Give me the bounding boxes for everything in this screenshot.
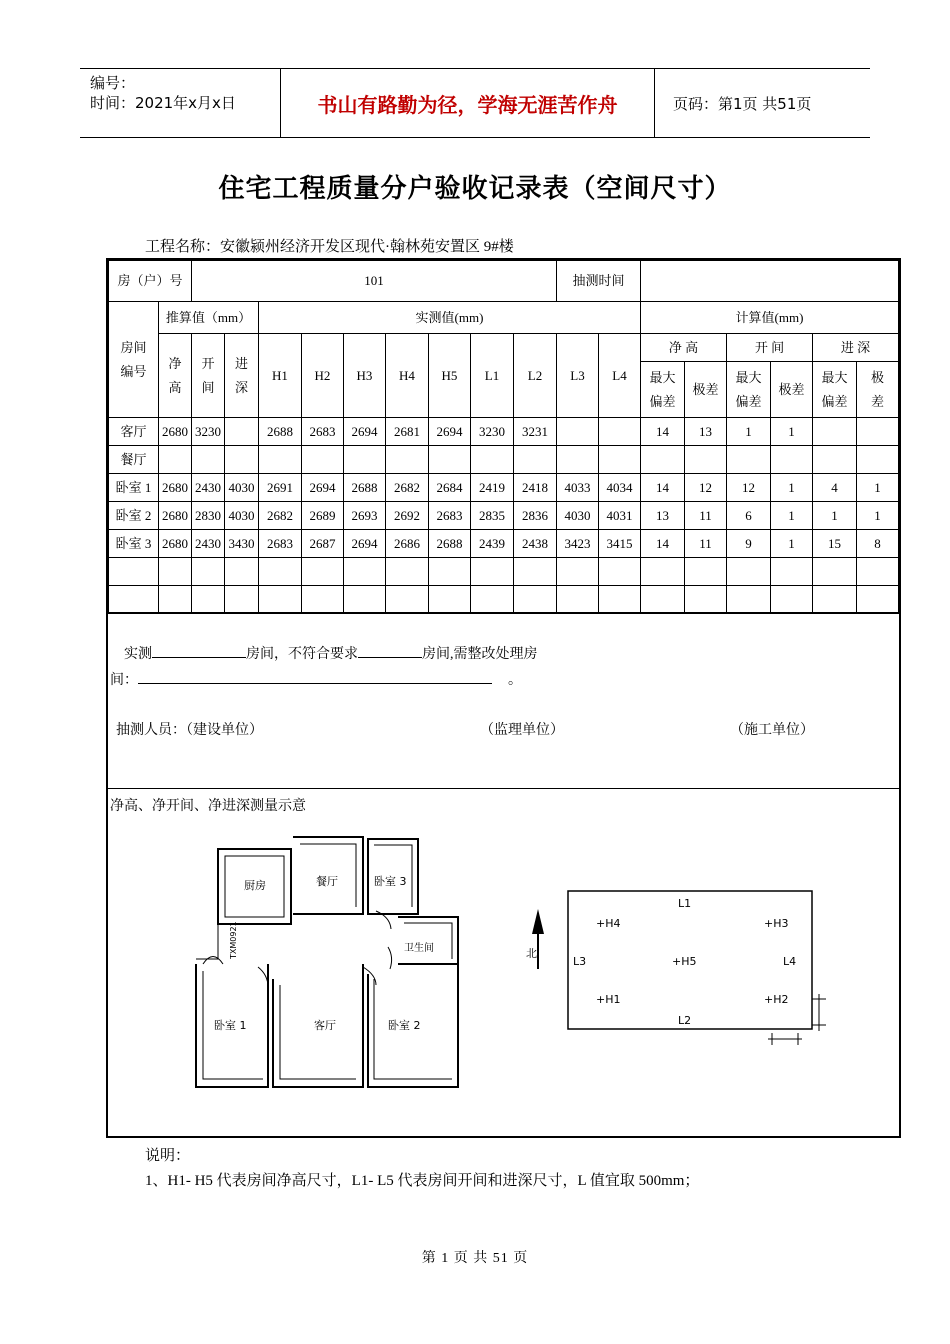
point-h1: +H1 [596,993,621,1006]
measurement-diagram [108,788,899,1136]
computed-sub-max-dev: 最大 偏差 [727,362,771,418]
measurement-table [108,260,899,614]
computed-cell[interactable] [685,446,727,474]
measured-cell[interactable] [599,586,641,614]
computed-cell[interactable]: 1 [771,418,813,446]
computed-cell[interactable] [813,558,857,586]
computed-cell[interactable]: 11 [685,502,727,530]
bed1-label: 卧室 1 [214,1019,247,1032]
fill-blank[interactable] [358,643,422,658]
living-label: 客厅 [314,1019,336,1032]
bath-label: 卫生间 [404,943,434,954]
measured-cell[interactable] [302,446,344,474]
calc-cell[interactable]: 2680 [159,502,192,530]
table-row [109,586,899,614]
room-no-label: 房（户）号 [109,261,192,302]
measured-cell[interactable]: 2835 [471,502,514,530]
computed-cell[interactable] [857,586,899,614]
diagram-svg [108,789,899,1137]
fill-blank[interactable] [138,669,492,684]
summary-block [108,612,899,788]
summary-line-1 [124,643,538,663]
summary-text: 间： [110,673,138,688]
computed-cell[interactable]: 15 [813,530,857,558]
floor-plan-labels [214,874,434,1032]
measured-cell[interactable] [599,558,641,586]
calc-cell[interactable] [225,586,259,614]
measured-header: 实测值(mm) [259,302,641,334]
row-room-name[interactable]: 卧室 3 [109,530,159,558]
calc-cell[interactable] [192,446,225,474]
calc-cell[interactable] [159,446,192,474]
measured-cell[interactable]: 4031 [599,502,641,530]
measured-cell[interactable] [344,586,386,614]
computed-cell[interactable] [857,558,899,586]
page-info-text: 页码：第1页 共51页 [673,94,812,113]
measured-cell[interactable]: 3231 [514,418,557,446]
computed-cell[interactable] [727,558,771,586]
computed-sub-range: 极差 [685,362,727,418]
notes-title: 说明： [145,1148,191,1164]
measured-cell[interactable] [557,418,599,446]
measured-cell[interactable] [302,586,344,614]
measured-col-h5: H5 [429,334,471,418]
measured-col-h3: H3 [344,334,386,418]
north-label: 北 [526,947,537,960]
measured-cell[interactable]: 3415 [599,530,641,558]
calc-cell[interactable]: 2680 [159,474,192,502]
measured-cell[interactable]: 2688 [344,474,386,502]
measured-cell[interactable] [471,586,514,614]
measured-cell[interactable] [259,558,302,586]
measured-cell[interactable]: 4030 [557,502,599,530]
measurement-rect [568,891,826,1045]
side-label: TXM0921 [229,921,238,959]
computed-cell[interactable] [771,558,813,586]
measured-col-l1: L1 [471,334,514,418]
measured-cell[interactable]: 3230 [471,418,514,446]
measured-cell[interactable] [471,558,514,586]
document-header [80,68,870,138]
point-l3: L3 [573,955,587,968]
computed-header: 计算值(mm) [641,302,899,334]
calc-col-depth: 进 深 [225,334,259,418]
room-id-label: 房间 编号 [120,339,147,379]
computed-cell[interactable]: 14 [641,418,685,446]
door-arc [203,957,223,965]
calc-cell[interactable] [159,586,192,614]
measured-cell[interactable]: 2687 [302,530,344,558]
computed-group-width: 开 间 [727,334,813,362]
measured-cell[interactable] [429,558,471,586]
computed-sub-max-dev: 最大 偏差 [813,362,857,418]
measured-col-h1: H1 [259,334,302,418]
north-arrow [526,909,544,969]
measured-cell[interactable] [386,586,429,614]
point-l1: L1 [678,897,692,910]
measured-cell[interactable]: 2418 [514,474,557,502]
table-row [109,446,899,474]
computed-cell[interactable] [857,446,899,474]
computed-sub-range: 极差 [771,362,813,418]
project-name: 工程名称：安徽颍州经济开发区现代·翰林苑安置区 9#楼 [145,239,514,255]
measured-cell[interactable]: 2439 [471,530,514,558]
measured-cell[interactable] [429,586,471,614]
row-room-name[interactable] [109,586,159,614]
measured-cell[interactable]: 2691 [259,474,302,502]
kitchen-label: 厨房 [244,879,266,892]
measured-cell[interactable]: 2692 [386,502,429,530]
summary-text: 房间,需整改处理房 [422,647,538,662]
calc-cell[interactable] [192,586,225,614]
computed-cell[interactable] [771,586,813,614]
sample-time-label: 抽测时间 [557,261,641,302]
measured-cell[interactable]: 2682 [386,474,429,502]
point-l2: L2 [678,1014,692,1027]
measured-cell[interactable]: 2688 [259,418,302,446]
measured-cell[interactable] [557,558,599,586]
computed-cell[interactable]: 1 [771,530,813,558]
measured-cell[interactable]: 2686 [386,530,429,558]
measured-cell[interactable] [599,418,641,446]
row-room-name[interactable]: 卧室 2 [109,502,159,530]
computed-cell[interactable]: 1 [771,474,813,502]
computed-group-height: 净 高 [641,334,727,362]
measured-cell[interactable] [386,558,429,586]
fill-blank[interactable] [152,643,246,658]
measured-cell[interactable] [557,446,599,474]
computed-cell[interactable]: 12 [727,474,771,502]
measured-col-h4: H4 [386,334,429,418]
computed-cell[interactable]: 4 [813,474,857,502]
room-no-value: 101 [192,261,557,302]
page-info [663,69,870,137]
computed-cell[interactable]: 11 [685,530,727,558]
measured-cell[interactable]: 2681 [386,418,429,446]
computed-cell[interactable] [727,446,771,474]
measured-cell[interactable]: 2683 [302,418,344,446]
dimension-mark [812,994,826,1031]
computed-cell[interactable]: 1 [771,502,813,530]
measured-cell[interactable] [259,586,302,614]
computed-cell[interactable] [641,586,685,614]
calc-cell[interactable] [192,558,225,586]
calc-cell[interactable]: 2430 [192,530,225,558]
calc-cell[interactable]: 3430 [225,530,259,558]
calc-cell[interactable]: 4030 [225,502,259,530]
measured-cell[interactable] [429,446,471,474]
computed-cell[interactable]: 13 [641,502,685,530]
measured-cell[interactable]: 2836 [514,502,557,530]
calc-cell[interactable] [225,418,259,446]
computed-cell[interactable]: 1 [857,502,899,530]
measured-cell[interactable] [386,446,429,474]
computed-sub-max-dev: 最大 偏差 [641,362,685,418]
measured-cell[interactable]: 2694 [344,530,386,558]
motto: 书山有路勤为径，学海无涯苦作舟 [280,69,655,137]
computed-cell[interactable]: 13 [685,418,727,446]
summary-text: 实测 [124,647,152,662]
calc-cell[interactable] [225,558,259,586]
bed2-label: 卧室 2 [388,1019,421,1032]
measured-cell[interactable]: 2438 [514,530,557,558]
builder-label: （施工单位） [730,723,814,738]
door-arc [258,967,268,987]
summary-text: 房间，不符合要求 [246,647,358,662]
computed-cell[interactable]: 1 [857,474,899,502]
computed-cell[interactable]: 14 [641,530,685,558]
measured-cell[interactable]: 2419 [471,474,514,502]
computed-cell[interactable]: 12 [685,474,727,502]
summary-text: 。 [508,673,522,688]
number-label: 编号： [90,74,136,92]
computed-cell[interactable] [813,586,857,614]
computed-sub-range: 极 差 [857,362,899,418]
computed-cell[interactable] [685,558,727,586]
computed-cell[interactable] [813,418,857,446]
measured-col-l4: L4 [599,334,641,418]
summary-line-2 [110,669,522,689]
computed-cell[interactable]: 1 [727,418,771,446]
measured-cell[interactable]: 2684 [429,474,471,502]
row-room-name[interactable]: 客厅 [109,418,159,446]
computed-cell[interactable]: 14 [641,474,685,502]
measured-cell[interactable]: 2682 [259,502,302,530]
measured-cell[interactable] [471,446,514,474]
computed-cell[interactable] [771,446,813,474]
supervisor-label: （监理单位） [480,723,564,738]
living-wall-inner [280,985,356,1079]
calc-cell[interactable] [225,446,259,474]
row-room-name[interactable]: 餐厅 [109,446,159,474]
side-wall [196,924,218,959]
computed-cell[interactable] [727,586,771,614]
measured-col-h2: H2 [302,334,344,418]
measured-cell[interactable] [514,586,557,614]
computed-cell[interactable] [857,418,899,446]
calc-cell[interactable]: 2830 [192,502,225,530]
dimension-mark [768,1033,802,1045]
measured-cell[interactable]: 2694 [302,474,344,502]
measured-cell[interactable]: 2688 [429,530,471,558]
point-h4: +H4 [596,917,621,930]
computed-cell[interactable] [641,558,685,586]
measured-cell[interactable]: 4033 [557,474,599,502]
record-form [106,258,901,1138]
bath-wall [398,917,458,964]
calc-cell[interactable]: 3230 [192,418,225,446]
computed-group-depth: 进 深 [813,334,899,362]
table-row [109,418,899,446]
measured-cell[interactable] [302,558,344,586]
computed-cell[interactable]: 9 [727,530,771,558]
computed-cell[interactable] [813,446,857,474]
north-arrow-head [532,909,544,934]
measured-cell[interactable] [259,446,302,474]
measured-cell[interactable] [344,558,386,586]
calc-cell[interactable]: 2680 [159,530,192,558]
point-l4: L4 [783,955,797,968]
header-meta [80,69,280,137]
measured-cell[interactable] [599,446,641,474]
table-row [109,530,899,558]
point-h3: +H3 [764,917,789,930]
sampler-label: 抽测人员：（建设单位） [116,723,263,738]
measured-cell[interactable]: 2693 [344,502,386,530]
measured-cell[interactable]: 3423 [557,530,599,558]
measured-cell[interactable]: 2683 [429,502,471,530]
computed-cell[interactable] [641,446,685,474]
measured-col-l2: L2 [514,334,557,418]
measured-cell[interactable]: 2683 [259,530,302,558]
table-row [109,474,899,502]
point-h2: +H2 [764,993,789,1006]
diagram-label: 净高、净开间、净进深测量示意 [110,799,306,814]
table-row [109,502,899,530]
calc-cell[interactable]: 2680 [159,418,192,446]
computed-cell[interactable] [685,586,727,614]
calc-header: 推算值（mm） [159,302,259,334]
page-footer: 第 1 页 共 51 页 [421,1251,529,1266]
measured-cell[interactable]: 2689 [302,502,344,530]
calc-col-height: 净 高 [159,334,192,418]
dining-label: 餐厅 [316,875,338,888]
calc-cell[interactable]: 4030 [225,474,259,502]
measured-col-l3: L3 [557,334,599,418]
notes-item-1: 1、H1- H5 代表房间净高尺寸，L1- L5 代表房间开间和进深尺寸，L 值宜取 500mm； [145,1173,700,1189]
time-label: 时间：2021年x月x日 [90,94,236,112]
measured-cell[interactable] [557,586,599,614]
calc-cell[interactable]: 2430 [192,474,225,502]
door-arc [388,947,392,969]
row-room-name[interactable]: 卧室 1 [109,474,159,502]
computed-cell[interactable]: 1 [813,502,857,530]
sample-time-value[interactable] [641,261,899,302]
room-id-header [109,302,159,418]
measured-cell[interactable]: 2694 [429,418,471,446]
computed-cell[interactable]: 8 [857,530,899,558]
row-room-name[interactable] [109,558,159,586]
table-row [109,558,899,586]
page-title: 住宅工程质量分户验收记录表（空间尺寸） [218,174,732,204]
bed3-label: 卧室 3 [374,875,407,888]
computed-cell[interactable]: 6 [727,502,771,530]
measured-cell[interactable]: 4034 [599,474,641,502]
point-h5: +H5 [672,955,697,968]
calc-cell[interactable] [159,558,192,586]
measured-cell[interactable]: 2694 [344,418,386,446]
calc-col-width: 开 间 [192,334,225,418]
measured-cell[interactable] [514,446,557,474]
measured-cell[interactable] [514,558,557,586]
measured-cell[interactable] [344,446,386,474]
